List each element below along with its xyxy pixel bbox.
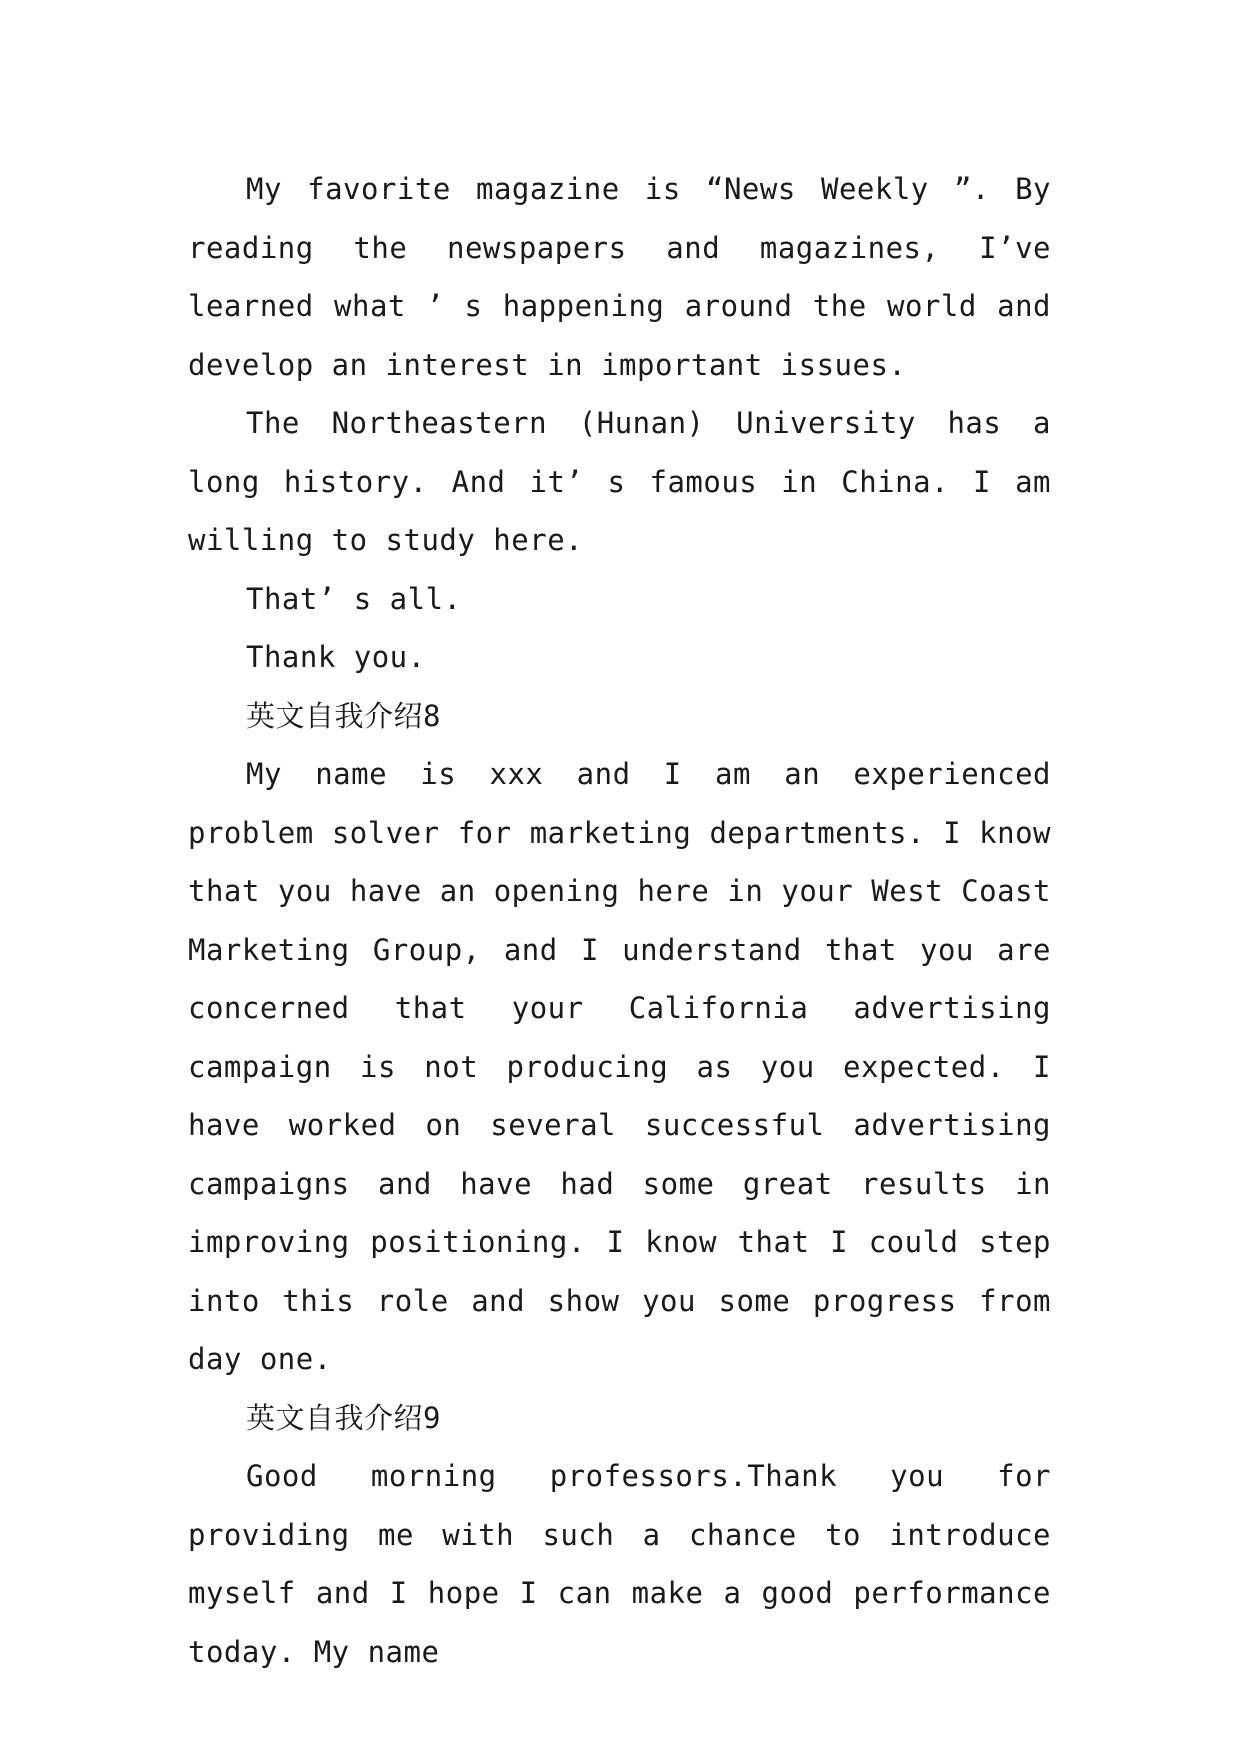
paragraph-university: The Northeastern (Hunan) University has a long history. And it’ s famous in China. I am willing to study here. — [188, 406, 1051, 557]
section-heading-9: 英文自我介绍9 — [246, 1400, 441, 1435]
paragraph-professors: Good morning professors.Thank you for providing me with such a chance to introduce myself and I hope I can make a good performance today. My name — [188, 1459, 1051, 1669]
paragraph-thats-all: That’ s all. — [246, 581, 462, 616]
paragraph-magazine: My favorite magazine is “News Weekly ”. By reading the newspapers and magazines, I’ve learned what ’ s happening around the world and develop an interest in important issues. — [188, 172, 1051, 382]
section-heading-8: 英文自我介绍8 — [246, 698, 441, 733]
paragraph-thank-you: Thank you. — [246, 640, 426, 674]
document-body — [188, 160, 1051, 1681]
paragraph-marketing: My name is xxx and I am an experienced problem solver for marketing departments. I know that you have an opening here in your West Coast Marketing Group, and I understand that you are concerned that your California advertising campaign is not producing as you expected. I have worked on several successful advertising campaigns and have had some great results in improving positioning. I know that I could step into this role and show you some progress from day one. — [188, 757, 1051, 1376]
